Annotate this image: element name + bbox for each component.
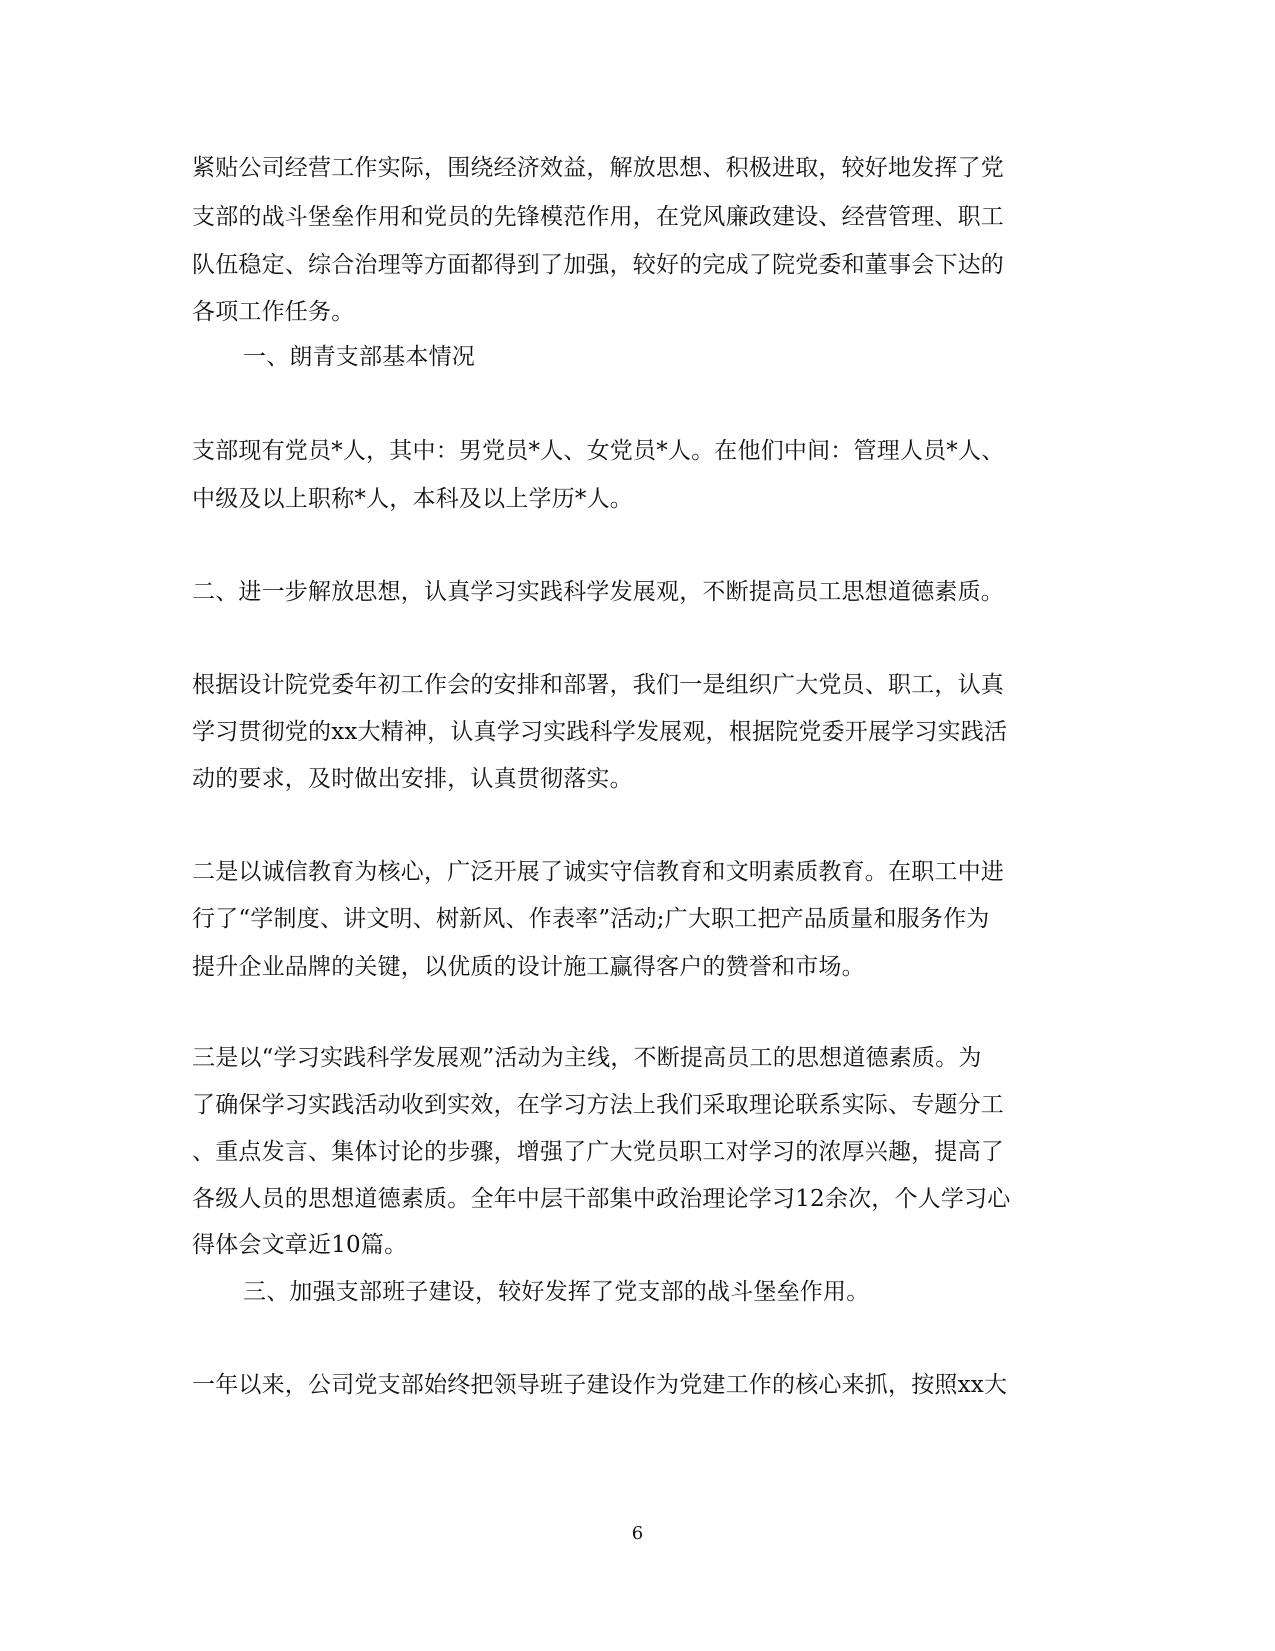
body-text-line: 动的要求，及时做出安排，认真贯彻落实。 (192, 766, 633, 792)
body-text-line: 队伍稳定、综合治理等方面都得到了加强，较好的完成了院党委和董事会下达的 (192, 252, 1004, 278)
section-heading: 三、加强支部班子建设，较好发挥了党支部的战斗堡垒作用。 (243, 1279, 870, 1305)
body-text-line: 二是以诚信教育为核心，广泛开展了诚实守信教育和文明素质教育。在职工中进 (192, 859, 1004, 885)
body-text-line: 、重点发言、集体讨论的步骤，增强了广大党员职工对学习的浓厚兴趣，提高了 (192, 1139, 1004, 1165)
body-text-line: 行了“学制度、讲文明、树新风、作表率”活动;广大职工把产品质量和服务作为 (192, 906, 990, 932)
body-text-line: 支部现有党员*人，其中：男党员*人、女党员*人。在他们中间：管理人员*人、 (192, 438, 1005, 464)
section-heading: 一、朗青支部基本情况 (243, 344, 475, 370)
body-text-line: 根据设计院党委年初工作会的安排和部署，我们一是组织广大党员、职工，认真 (192, 672, 1004, 698)
body-text-line: 中级及以上职称*人，本科及以上学历*人。 (192, 486, 633, 512)
page-number: 6 (631, 1523, 644, 1544)
body-text-line: 支部的战斗堡垒作用和党员的先锋模范作用，在党风廉政建设、经营管理、职工 (192, 204, 1004, 230)
body-text-line: 一年以来，公司党支部始终把领导班子建设作为党建工作的核心来抓，按照xx大 (192, 1372, 1008, 1398)
body-text-line: 各级人员的思想道德素质。全年中层干部集中政治理论学习12余次，个人学习心 (192, 1186, 1011, 1212)
body-text-line: 得体会文章近10篇。 (192, 1232, 408, 1258)
body-text-line: 各项工作任务。 (192, 299, 355, 325)
body-text-line: 紧贴公司经营工作实际，围绕经济效益，解放思想、积极进取，较好地发挥了党 (192, 155, 1004, 181)
body-text-line: 学习贯彻党的xx大精神，认真学习实践科学发展观，根据院党委开展学习实践活 (192, 719, 1008, 745)
body-text-line: 提升企业品牌的关键，以优质的设计施工赢得客户的赞誉和市场。 (192, 954, 865, 980)
section-heading: 二、进一步解放思想，认真学习实践科学发展观，不断提高员工思想道德素质。 (192, 579, 1004, 605)
body-text-line: 了确保学习实践活动收到实效，在学习方法上我们采取理论联系实际、专题分工 (192, 1092, 1004, 1118)
body-text-line: 三是以“学习实践科学发展观”活动为主线，不断提高员工的思想道德素质。为 (192, 1045, 982, 1071)
